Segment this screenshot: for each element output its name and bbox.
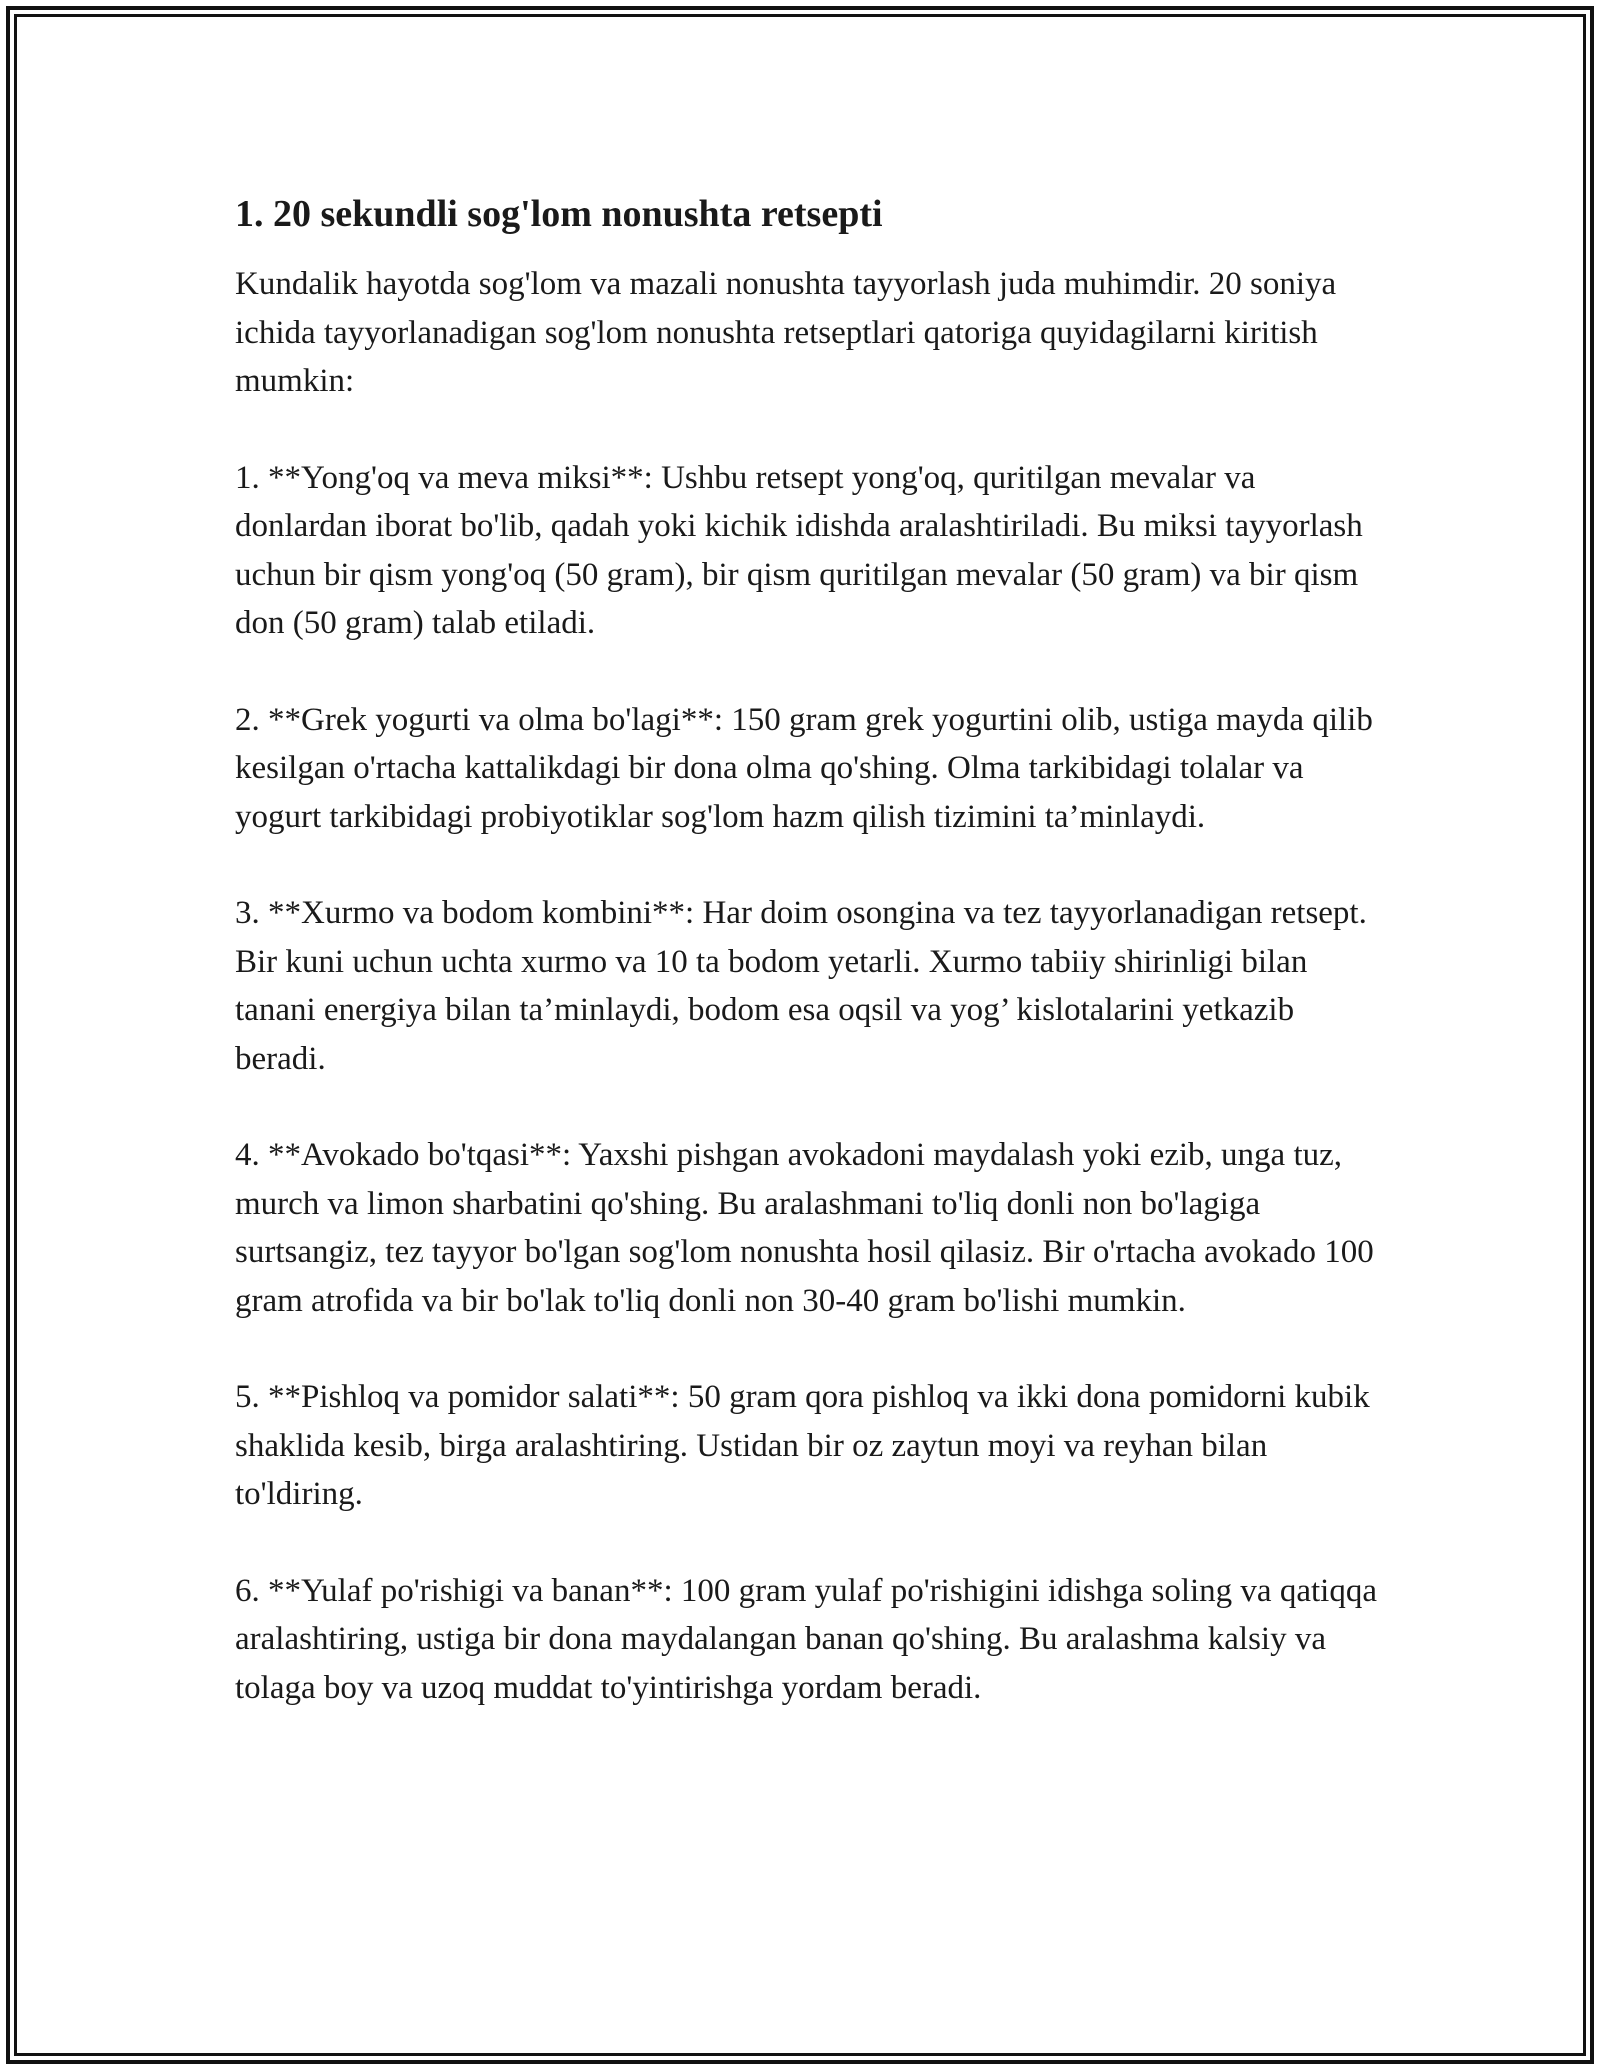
recipe-item-6: 6. **Yulaf po'rishigi va banan**: 100 gram yulaf po'rishigini idishga soling va qatiqqa aralashtiring, ustiga bir dona maydalangan banan qo'shing. Bu aralashma kalsiy va tolaga boy va uzoq muddat to'yintirishga yordam beradi. (235, 1572, 1377, 1706)
recipe-item-1: 1. **Yong'oq va meva miksi**: Ushbu retsept yong'oq, quritilgan mevalar va donlardan iborat bo'lib, qadah yoki kichik idishda aralashtiriladi. Bu miksi tayyorlash uchun bir qism yong'oq (50 gram), bir qism quritilgan mevalar (50 gram) va bir qism don (50 gram) talab etiladi. (235, 459, 1363, 641)
recipe-item-3: 3. **Xurmo va bodom kombini**: Har doim osongina va tez tayyorlanadigan retsept. Bir kuni uchun uchta xurmo va 10 ta bodom yetarli. Xurmo tabiiy shirinligi bilan tanani energiya bilan ta’minlaydi, bodom esa oqsil va yog’ kislotalarini yetkazib beradi. (235, 895, 1367, 1077)
recipe-item-2: 2. **Grek yogurti va olma bo'lagi**: 150 gram grek yogurtini olib, ustiga mayda qilib kesilgan o'rtacha kattalikdagi bir dona olma qo'shing. Olma tarkibidagi tolalar va yogurt tarkibidagi probiyotiklar sog'lom hazm qilish tizimini ta’minlaydi. (235, 701, 1373, 835)
document-title: 1. 20 sekundli sog'lom nonushta retsepti (235, 193, 883, 235)
recipe-item-5: 5. **Pishloq va pomidor salati**: 50 gram qora pishloq va ikki dona pomidorni kubik shaklida kesib, birga aralashtiring. Ustidan bir oz zaytun moyi va reyhan bilan to'ldiring. (235, 1379, 1370, 1512)
recipe-item-4: 4. **Avokado bo'tqasi**: Yaxshi pishgan avokadoni maydalash yoki ezib, unga tuz, murch va limon sharbatini qo'shing. Bu aralashmani to'liq donli non bo'lagiga surtsangiz, tez tayyor bo'lgan sog'lom nonushta hosil qilasiz. Bir o'rtacha avokado 100 gram atrofida va bir bo'lak to'liq donli non 30-40 gram bo'lishi mumkin. (235, 1137, 1374, 1319)
document-body (235, 186, 1385, 1760)
intro-paragraph: Kundalik hayotda sog'lom va mazali nonushta tayyorlash juda muhimdir. 20 soniya ichida tayyorlanadigan sog'lom nonushta retseptlari qatoriga quyidagilarni kiritish mumkin: (235, 266, 1337, 399)
